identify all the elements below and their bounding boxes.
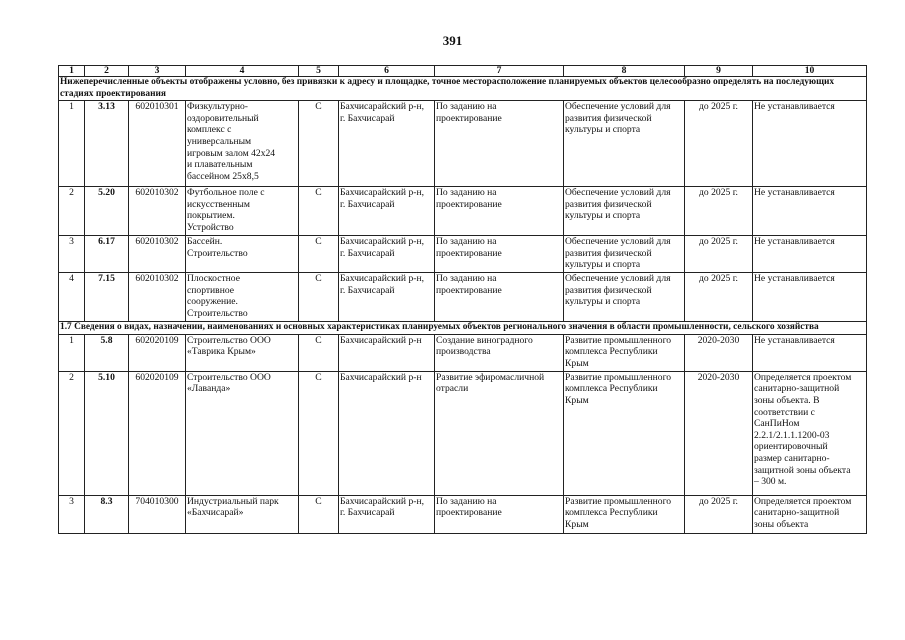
- object-zone: Определяется проектом санитарно-защитной зоны объекта. В соответствии с СанПиНом 2.2.1/2.1.1.1200-03 ориентировочный размер санитарно- защитной зоны объекта – 300 м.: [753, 371, 867, 495]
- object-purpose: Развитие промышленного комплекса Республики Крым: [564, 371, 685, 495]
- object-number: 5.8: [85, 334, 129, 371]
- object-location: Бахчисарайский р-н: [339, 334, 435, 371]
- object-location: Бахчисарайский р-н, г. Бахчисарай: [339, 101, 435, 187]
- object-location: Бахчисарайский р-н: [339, 371, 435, 495]
- object-name: Строительство ООО «Таврика Крым»: [186, 334, 299, 371]
- object-status: С: [299, 187, 339, 236]
- object-zone: Не устанавливается: [753, 101, 867, 187]
- object-term: 2020-2030: [685, 334, 753, 371]
- object-zone: Не устанавливается: [753, 273, 867, 322]
- column-header-1: 1: [59, 66, 85, 77]
- object-code: 602010302: [129, 273, 186, 322]
- table-row: [59, 236, 867, 273]
- object-basis: По заданию на проектирование: [435, 187, 564, 236]
- row-index: 3: [59, 236, 85, 273]
- object-term: 2020-2030: [685, 371, 753, 495]
- row-index: 1: [59, 101, 85, 187]
- object-name: Футбольное поле с искусственным покрытием. Устройство: [186, 187, 299, 236]
- table-row: [59, 334, 867, 371]
- object-status: С: [299, 236, 339, 273]
- object-purpose: Обеспечение условий для развития физической культуры и спорта: [564, 236, 685, 273]
- object-code: 602010302: [129, 187, 186, 236]
- object-status: С: [299, 101, 339, 187]
- column-header-2: 2: [85, 66, 129, 77]
- object-basis: Создание виноградного производства: [435, 334, 564, 371]
- object-zone: Не устанавливается: [753, 187, 867, 236]
- object-code: 602010301: [129, 101, 186, 187]
- object-name: Индустриальный парк «Бахчисарай»: [186, 495, 299, 533]
- column-header-9: 9: [685, 66, 753, 77]
- object-basis: По заданию на проектирование: [435, 495, 564, 533]
- column-header-6: 6: [339, 66, 435, 77]
- object-term: до 2025 г.: [685, 187, 753, 236]
- column-header-3: 3: [129, 66, 186, 77]
- object-location: Бахчисарайский р-н, г. Бахчисарай: [339, 495, 435, 533]
- planning-objects-table: [58, 65, 867, 534]
- object-zone: Не устанавливается: [753, 236, 867, 273]
- object-number: 8.3: [85, 495, 129, 533]
- object-number: 5.20: [85, 187, 129, 236]
- object-name: Физкультурно- оздоровительный комплекс с универсальным игровым залом 42х24 и плавательным бассейном 25х8,5: [186, 101, 299, 187]
- object-basis: Развитие эфиромасличной отрасли: [435, 371, 564, 495]
- object-term: до 2025 г.: [685, 495, 753, 533]
- row-index: 3: [59, 495, 85, 533]
- object-code: 602010302: [129, 236, 186, 273]
- object-purpose: Обеспечение условий для развития физической культуры и спорта: [564, 273, 685, 322]
- object-number: 6.17: [85, 236, 129, 273]
- object-code: 602020109: [129, 371, 186, 495]
- object-status: С: [299, 273, 339, 322]
- header-row: [59, 66, 867, 77]
- section-note: Нижеперечисленные объекты отображены условно, без привязки к адресу и площадке, точное месторасположение планируемых объектов целесообразно определять на последующих стадиях проектирования: [59, 77, 867, 101]
- object-basis: По заданию на проектирование: [435, 273, 564, 322]
- object-status: С: [299, 334, 339, 371]
- object-zone: Не устанавливается: [753, 334, 867, 371]
- object-purpose: Обеспечение условий для развития физической культуры и спорта: [564, 187, 685, 236]
- object-zone: Определяется проектом санитарно-защитной зоны объекта: [753, 495, 867, 533]
- object-number: 5.10: [85, 371, 129, 495]
- object-term: до 2025 г.: [685, 101, 753, 187]
- object-location: Бахчисарайский р-н, г. Бахчисарай: [339, 187, 435, 236]
- object-purpose: Обеспечение условий для развития физической культуры и спорта: [564, 101, 685, 187]
- table-row: [59, 495, 867, 533]
- object-name: Плоскостное спортивное сооружение. Строительство: [186, 273, 299, 322]
- table-row: [59, 371, 867, 495]
- object-term: до 2025 г.: [685, 236, 753, 273]
- object-status: С: [299, 495, 339, 533]
- column-header-4: 4: [186, 66, 299, 77]
- column-header-5: 5: [299, 66, 339, 77]
- section-heading: 1.7 Сведения о видах, назначении, наименованиях и основных характеристиках планируемых объектов регионального значения в области промышленности, сельского хозяйства: [59, 322, 867, 335]
- object-number: 3.13: [85, 101, 129, 187]
- object-term: до 2025 г.: [685, 273, 753, 322]
- table-row: [59, 273, 867, 322]
- object-basis: По заданию на проектирование: [435, 101, 564, 187]
- row-index: 2: [59, 187, 85, 236]
- row-index: 2: [59, 371, 85, 495]
- row-index: 1: [59, 334, 85, 371]
- object-location: Бахчисарайский р-н, г. Бахчисарай: [339, 236, 435, 273]
- section-heading-row: [59, 322, 867, 335]
- section-note-row: [59, 77, 867, 101]
- table-row: [59, 187, 867, 236]
- table-row: [59, 101, 867, 187]
- object-name: Строительство ООО «Лаванда»: [186, 371, 299, 495]
- row-index: 4: [59, 273, 85, 322]
- object-purpose: Развитие промышленного комплекса Республики Крым: [564, 334, 685, 371]
- object-status: С: [299, 371, 339, 495]
- object-number: 7.15: [85, 273, 129, 322]
- object-name: Бассейн. Строительство: [186, 236, 299, 273]
- object-code: 602020109: [129, 334, 186, 371]
- object-location: Бахчисарайский р-н, г. Бахчисарай: [339, 273, 435, 322]
- object-purpose: Развитие промышленного комплекса Республики Крым: [564, 495, 685, 533]
- page-number: 391: [442, 33, 463, 48]
- object-code: 704010300: [129, 495, 186, 533]
- column-header-10: 10: [753, 66, 867, 77]
- column-header-8: 8: [564, 66, 685, 77]
- object-basis: По заданию на проектирование: [435, 236, 564, 273]
- column-header-7: 7: [435, 66, 564, 77]
